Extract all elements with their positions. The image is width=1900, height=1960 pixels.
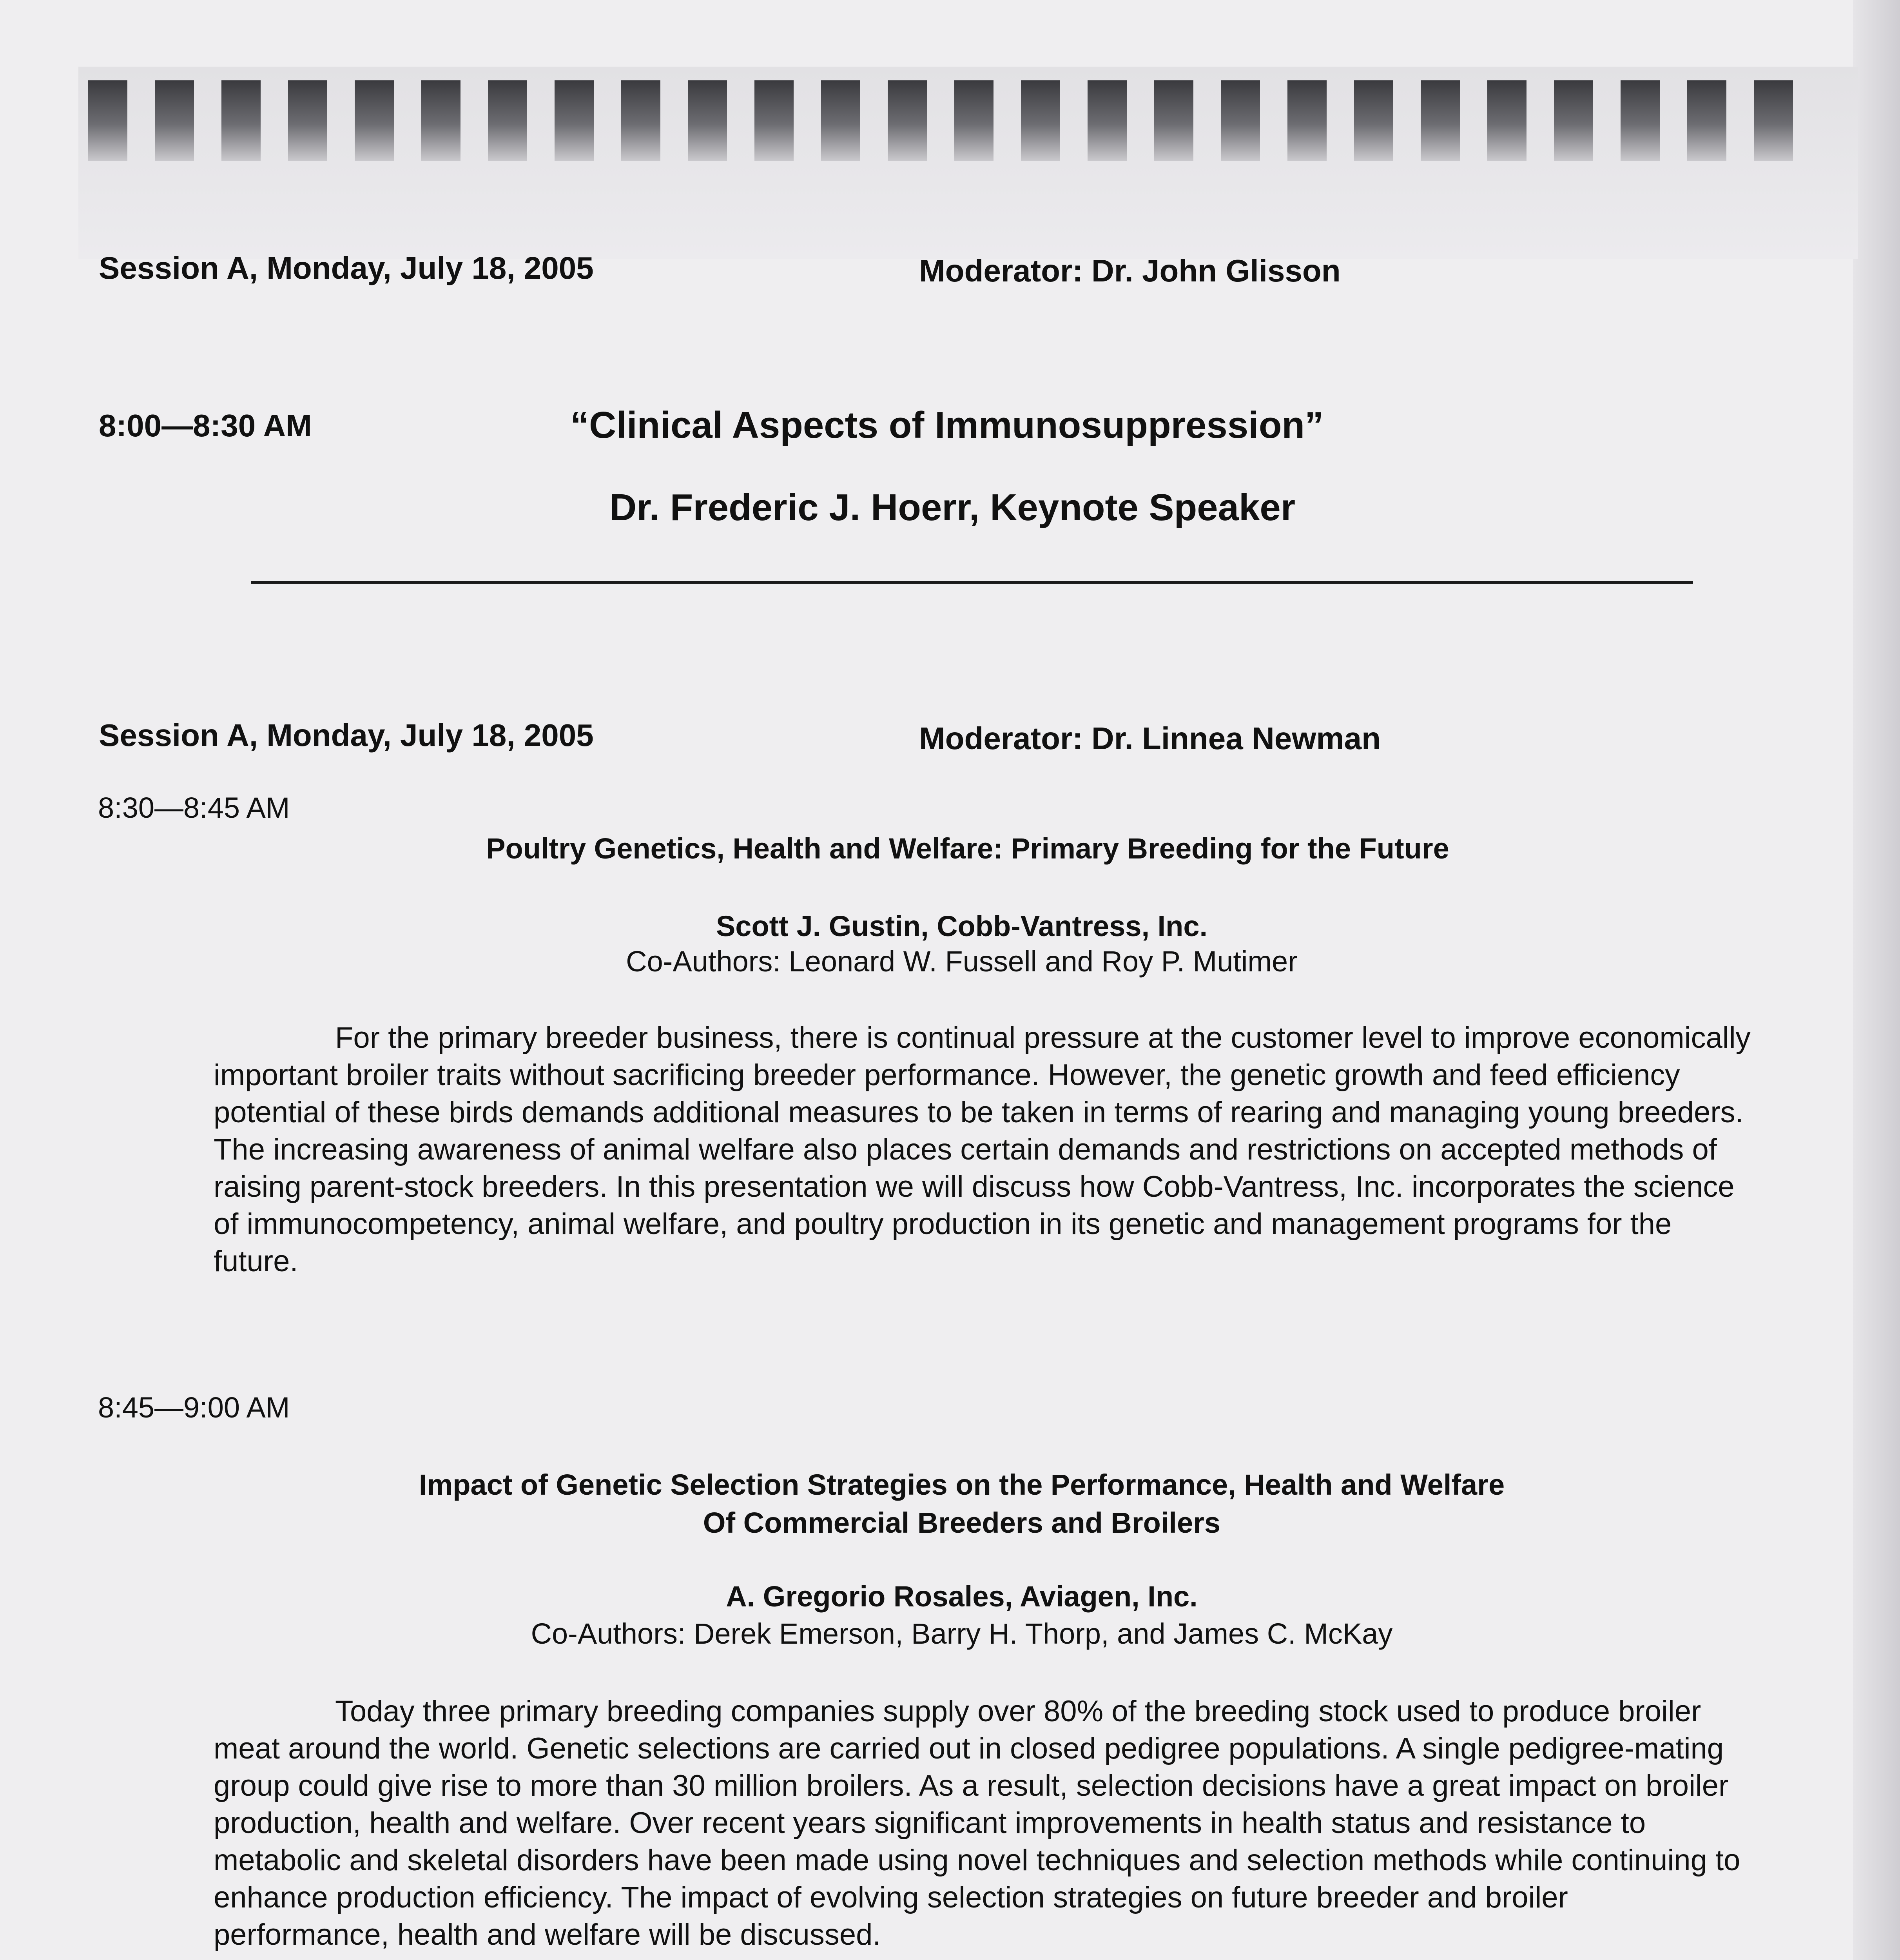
session1-label: Session A, Monday, July 18, 2005: [99, 250, 594, 285]
keynote-time: 8:00—8:30 AM: [99, 408, 312, 443]
keynote-title: “Clinical Aspects of Immunosuppression”: [570, 404, 1324, 446]
session2-label: Session A, Monday, July 18, 2005: [99, 718, 594, 753]
session1-moderator: Moderator: Dr. John Glisson: [919, 253, 1341, 288]
session2-moderator: Moderator: Dr. Linnea Newman: [919, 721, 1381, 756]
talk2-coauthors: Co-Authors: Derek Emerson, Barry H. Thorp, and James C. McKay: [531, 1617, 1393, 1650]
talk1-presenter: Scott J. Gustin, Cobb-Vantress, Inc.: [716, 910, 1208, 942]
keynote-speaker: Dr. Frederic J. Hoerr, Keynote Speaker: [609, 486, 1296, 528]
talk2-presenter: A. Gregorio Rosales, Aviagen, Inc.: [726, 1580, 1198, 1613]
talk1-coauthors: Co-Authors: Leonard W. Fussell and Roy P. Mutimer: [626, 945, 1298, 978]
talk2-title-line2: Of Commercial Breeders and Broilers: [703, 1506, 1221, 1539]
talk1-time: 8:30—8:45 AM: [98, 791, 290, 824]
talk1-abstract: For the primary breeder business, there is continual pressure at the customer level to improve economically important broiler traits without sacrificing breeder performance. However, the genetic growth and feed efficiency potential of these birds demands additional measures to be taken in terms of rearing and managing young breeders. The increasing awareness of animal welfare also places certain demands and restrictions on accepted methods of raising parent-stock breeders. In this presentation we will discuss how Cobb-Vantress, Inc. incorporates the science of immunocompetency, animal welfare, and poultry production in its genetic and management programs for the future.: [214, 1021, 1751, 1278]
header-stripe-decoration: [88, 80, 1860, 161]
talk1-title: Poultry Genetics, Health and Welfare: Primary Breeding for the Future: [486, 832, 1449, 865]
talk2-time: 8:45—9:00 AM: [98, 1391, 290, 1424]
page-edge-shadow: [1853, 0, 1900, 1960]
talk2-abstract: Today three primary breeding companies supply over 80% of the breeding stock used to produce broiler meat around the world. Genetic selections are carried out in closed pedigree populations. A single pedigree-mating group could give rise to more than 30 million broilers. As a result, selection decisions have a great impact on broiler production, health and welfare. Over recent years significant improvements in health status and resistance to metabolic and skeletal disorders have been made using novel techniques and selection methods while continuing to enhance production efficiency. The impact of evolving selection strategies on future breeder and broiler performance, health and welfare will be discussed.: [214, 1695, 1740, 1951]
talk2-title-line1: Impact of Genetic Selection Strategies on the Performance, Health and Welfare: [419, 1468, 1505, 1501]
section-divider: [251, 581, 1693, 584]
